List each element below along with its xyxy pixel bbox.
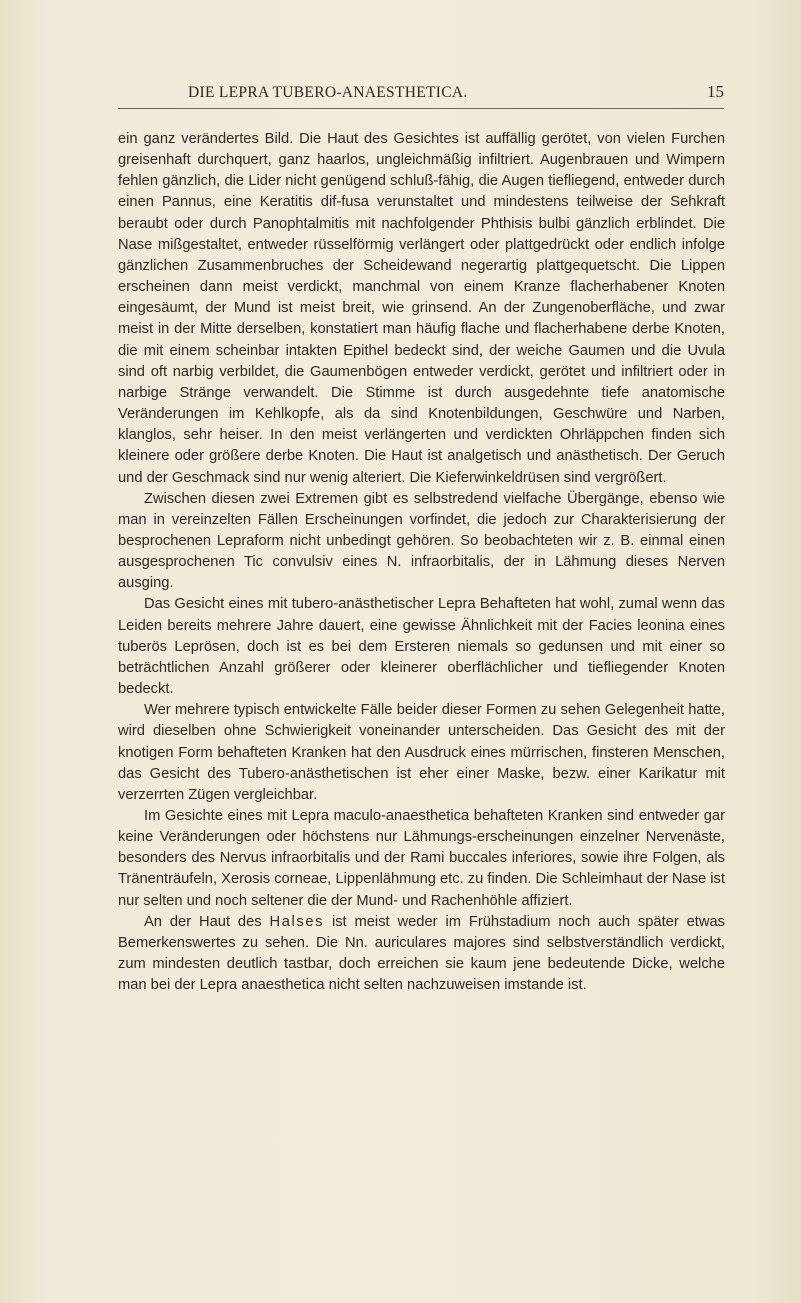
paragraph: Wer mehrere typisch entwickelte Fälle beider dieser Formen zu sehen Gelegenheit hatte, wird dieselben ohne Schwierigkeit voneinander unterscheiden. Das Gesicht des mit der knotigen Form behafteten Kranken hat den Ausdruck eines mürrischen, finsteren Menschen, das Gesicht des Tubero-anästhetischen ist eher einer Maske, bezw. einer Karikatur mit verzerrten Zügen vergleichbar. xyxy=(118,702,725,803)
paragraph: Im Gesichte eines mit Lepra maculo-anaesthetica behafteten Kranken sind entweder gar keine Veränderungen oder höchstens nur Lähmungs-erscheinungen einzelner Nervenäste, besonders des Nervus infraorbitalis und der Rami buccales inferiores, sowie ihre Folgen, als Tränenträufeln, Xerosis corneae, Lippenlähmung etc. zu finden. Die Schleimhaut der Nase ist nur selten und noch seltener die der Mund- und Rachenhöhle affiziert. xyxy=(118,808,725,909)
paragraph-text: An der Haut des xyxy=(144,913,270,930)
page-header xyxy=(118,82,724,109)
body-text xyxy=(118,129,725,996)
emphasized-term: Halses xyxy=(269,913,325,930)
paragraph xyxy=(118,912,725,997)
paragraph-text: ist meist weder im Frühstadium noch auch später etwas Bemerkenswertes zu sehen. Die Nn. auriculares majores sind selbstverständlich verdickt, zum mindesten deutlich tastbar, doch erreichen sie kaum jene bedeutende Dicke, welche man bei der Lepra anaesthetica nicht selten nachzuweisen imstande ist. xyxy=(118,913,725,994)
running-title: DIE LEPRA TUBERO-ANAESTHETICA. xyxy=(188,84,468,101)
paragraph: Zwischen diesen zwei Extremen gibt es selbstredend vielfache Übergänge, ebenso wie man in vereinzelten Fällen Erscheinungen vorfindet, die jedoch zur Charakterisierung der besprochenen Lepraform nicht unbedingt gehören. So beobachteten wir z. B. einmal einen ausgesprochenen Tic convulsiv eines N. infraorbitalis, der in Lähmung dieses Nerven ausging. xyxy=(118,490,725,592)
paragraph: Das Gesicht eines mit tubero-anästhetischer Lepra Behafteten hat wohl, zumal wenn das Leiden bereits mehrere Jahre dauert, eine gewisse Ähnlichkeit mit der Facies leonina eines tuberös Leprösen, doch ist es bei dem Ersteren niemals so gedunsen und mit einer so beträchtlichen Anzahl größerer oder kleinerer oberflächlicher und tiefliegender Knoten bedeckt. xyxy=(118,596,725,698)
page-number: 15 xyxy=(707,82,724,101)
paragraph: ein ganz verändertes Bild. Die Haut des Gesichtes ist auffällig gerötet, von vielen Furchen greisenhaft durchquert, ganz haarlos, ungleichmäßig infiltriert. Augenbrauen und Wimpern fehlen gänzlich, die Lider nicht genügend schluß-fähig, die Augen tiefliegend, entweder durch einen Pannus, eine Keratitis dif-fusa verunstaltet und mindestens teilweise der Sehkraft beraubt oder durch Panophtalmitis mit nachfolgender Phthisis bulbi gänzlich erblindet. Die Nase mißgestaltet, entweder rüsselförmig verlängert oder plattgedrückt oder endlich infolge gänzlichen Zusammenbruches der Scheidewand negerartig plattgequetscht. Die Lippen erscheinen dann meist verdickt, manchmal von einem Kranze flacherhabener Knoten eingesäumt, der Mund ist meist breit, wie grinsend. An der Zungenoberfläche, und zwar meist in der Mitte derselben, konstatiert man häufig flache und flacherhabene derbe Knoten, die mit einem scheinbar intakten Epithel bedeckt sind, der weiche Gaumen und die Uvula sind oft narbig verbildet, die Gaumenbögen entweder verdickt, gerötet und infiltriert oder in narbige Stränge verwandelt. Die Stimme ist durch ausgedehnte tiefe anatomische Veränderungen im Kehlkopfe, als da sind Knotenbildungen, Geschwüre und Narben, klanglos, sehr heiser. In den meist verlängerten und verdickten Ohrläppchen finden sich kleinere oder größere derbe Knoten. Die Haut ist analgetisch und anästhetisch. Der Geruch und der Geschmack sind nur wenig alteriert. Die Kieferwinkeldrüsen sind vergrößert. xyxy=(118,131,725,486)
